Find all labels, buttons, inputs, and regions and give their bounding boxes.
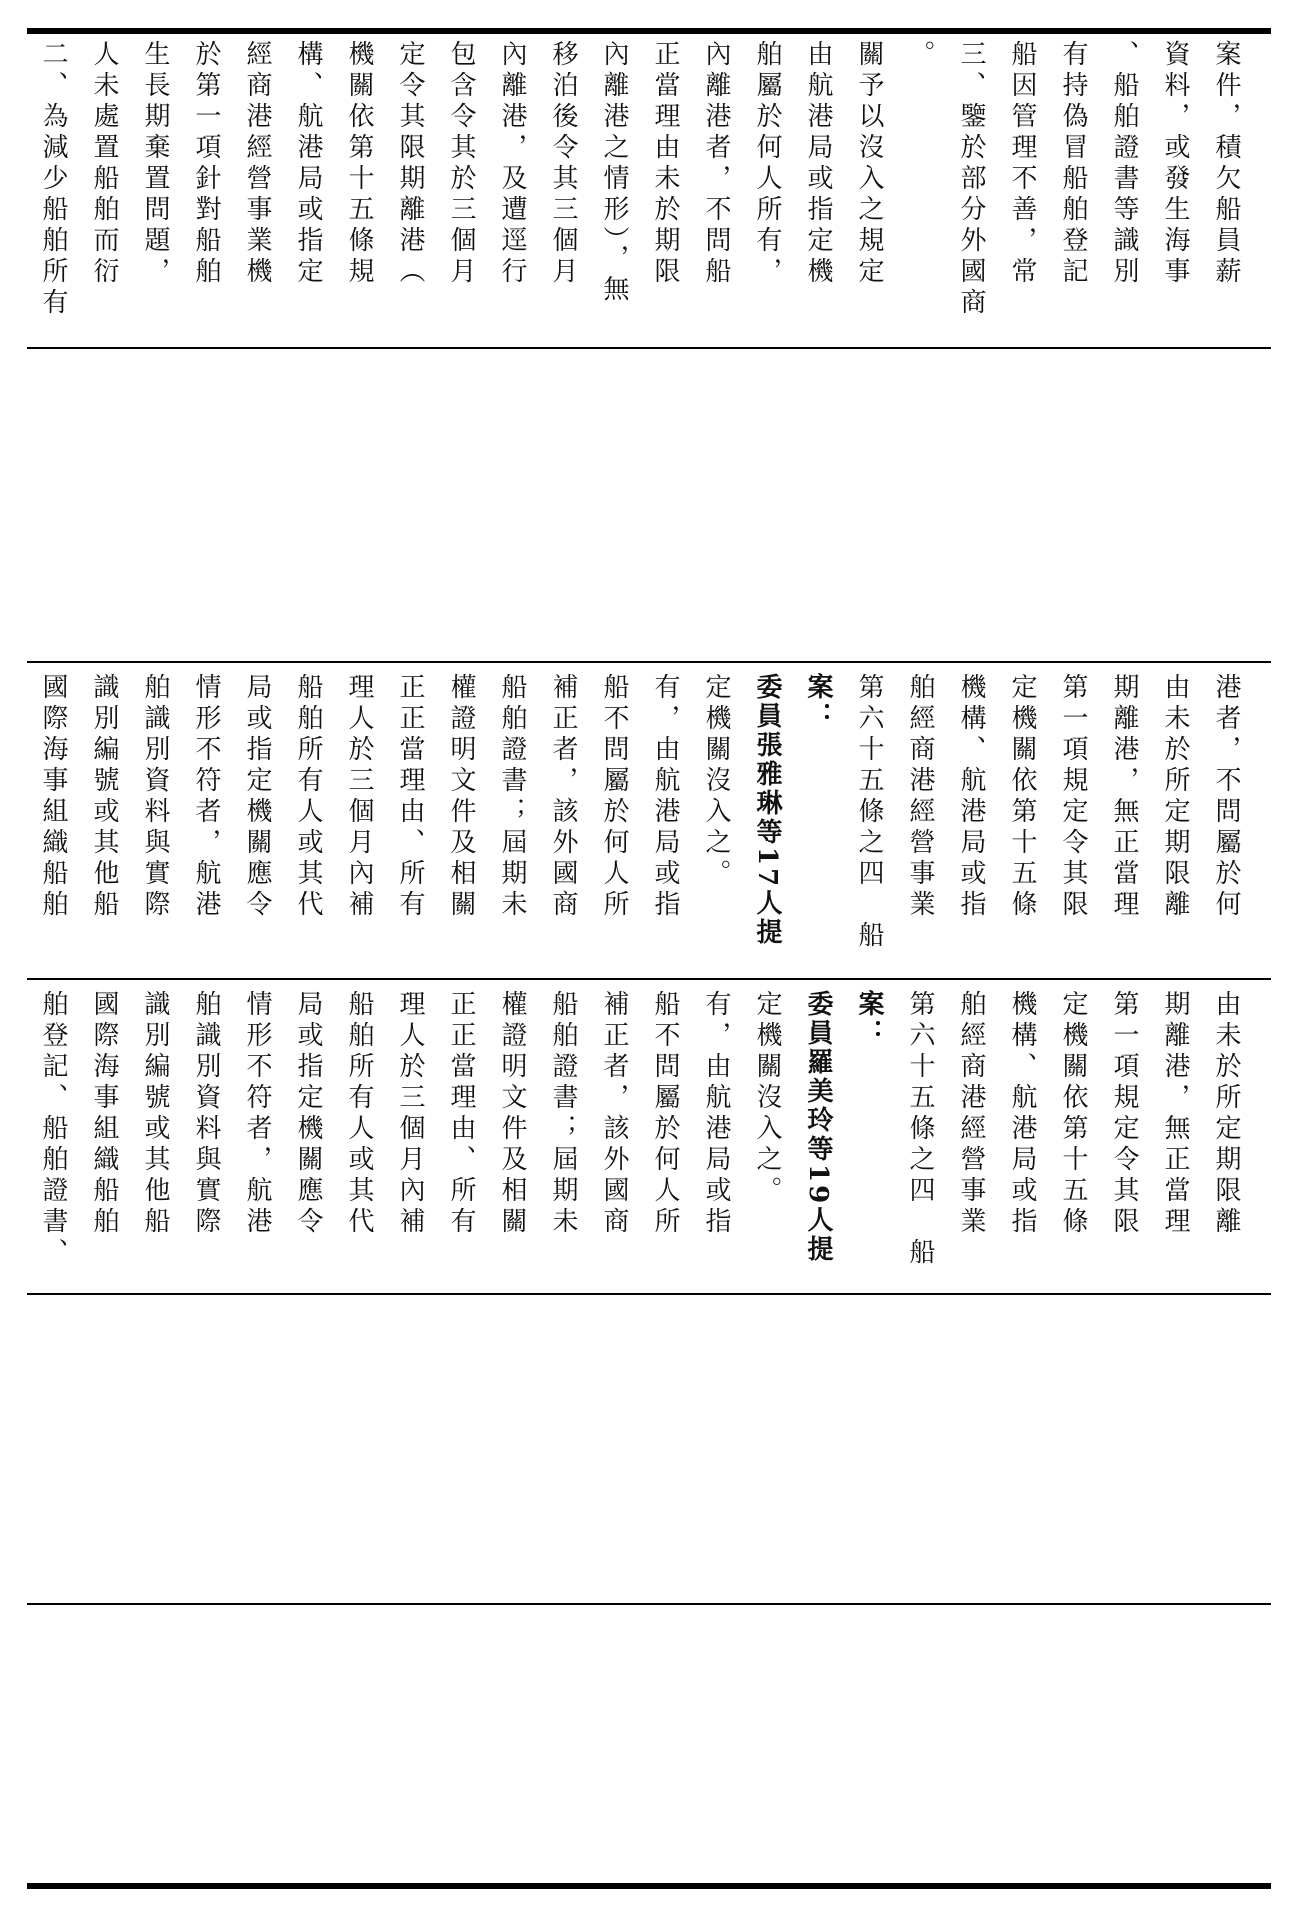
text-column: 定機關沒入之。 [701, 673, 731, 890]
text-column: 、船舶證書等識別 [1109, 40, 1139, 288]
text-column: 定令其限期離港（ [395, 40, 425, 288]
text-column: 國際海事組織船舶 [38, 673, 68, 921]
text-column: 人未處置船舶而衍 [89, 40, 119, 288]
text-column: 港者，不問屬於何 [1211, 673, 1241, 921]
text-column: 案件，積欠船員薪 [1211, 40, 1241, 288]
rule-3 [27, 978, 1271, 980]
empty-cell-bottom [27, 1606, 1271, 1882]
text-column: 委員張雅琳等17人提 [752, 673, 782, 948]
text-column: 權證明文件及相關 [446, 673, 476, 921]
text-column: 舶識別資料與實際 [140, 673, 170, 921]
text-column: 第一項規定令其限 [1058, 673, 1088, 921]
text-column: 移泊後令其三個月 [548, 40, 578, 288]
rule-4 [27, 1293, 1271, 1295]
text-column: 關予以沒入之規定 [854, 40, 884, 288]
text-column: 機構、航港局或指 [956, 673, 986, 921]
text-column: 案： [803, 673, 833, 731]
text-column: 機關依第十五條規 [344, 40, 374, 288]
text-column: 正正當理由、所有 [446, 990, 476, 1238]
empty-cell-upper [27, 350, 1271, 660]
text-column: 舶屬於何人所有， [752, 40, 782, 288]
text-column: 期離港，無正當理 [1109, 673, 1139, 921]
text-column: 正當理由未於期限 [650, 40, 680, 288]
text-column: 理人於三個月內補 [395, 990, 425, 1238]
text-column: 情形不符者，航港 [242, 990, 272, 1238]
text-column: 船不問屬於何人所 [650, 990, 680, 1238]
text-column: 二、為減少船舶所有 [38, 40, 68, 319]
text-column: 識別編號或其他船 [140, 990, 170, 1238]
text-column: 三、鑒於部分外國商 [956, 40, 986, 319]
text-column: 船舶所有人或其代 [293, 673, 323, 921]
text-column: 包含令其於三個月 [446, 40, 476, 288]
text-column: 第六十五條之四 船 [854, 673, 884, 952]
text-column: 舶登記、船舶證書、 [38, 990, 68, 1269]
text-column: 。 [905, 40, 935, 71]
text-column: 補正者，該外國商 [599, 990, 629, 1238]
text-column: 定機關依第十五條 [1058, 990, 1088, 1238]
text-column: 生長期棄置問題， [140, 40, 170, 288]
text-column: 定機關依第十五條 [1007, 673, 1037, 921]
text-column: 正正當理由、所有 [395, 673, 425, 921]
text-column: 案： [854, 990, 884, 1048]
text-column: 第一項規定令其限 [1109, 990, 1139, 1238]
text-column: 由未於所定期限離 [1160, 673, 1190, 921]
bottom-rule [27, 1883, 1271, 1889]
text-column: 委員羅美玲等19人提 [803, 990, 833, 1265]
text-column: 資料，或發生海事 [1160, 40, 1190, 288]
text-column: 機構、航港局或指 [1007, 990, 1037, 1238]
text-column: 局或指定機關應令 [293, 990, 323, 1238]
text-column: 由航港局或指定機 [803, 40, 833, 288]
text-band-top [27, 40, 1271, 340]
text-band-lower [27, 990, 1271, 1288]
text-band-middle [27, 673, 1271, 973]
text-column: 期離港，無正當理 [1160, 990, 1190, 1238]
text-column: 船舶證書；屆期未 [548, 990, 578, 1238]
text-column: 識別編號或其他船 [89, 673, 119, 921]
text-column: 補正者，該外國商 [548, 673, 578, 921]
text-column: 船因管理不善，常 [1007, 40, 1037, 288]
text-column: 內離港，及遭逕行 [497, 40, 527, 288]
text-column: 國際海事組織船舶 [89, 990, 119, 1238]
text-column: 定機關沒入之。 [752, 990, 782, 1207]
text-column: 舶識別資料與實際 [191, 990, 221, 1238]
text-column: 內離港者，不問船 [701, 40, 731, 288]
text-column: 第六十五條之四 船 [905, 990, 935, 1269]
text-column: 局或指定機關應令 [242, 673, 272, 921]
text-column: 舶經商港經營事業 [956, 990, 986, 1238]
rule-5 [27, 1603, 1271, 1605]
text-column: 於第一項針對船舶 [191, 40, 221, 288]
text-column: 有，由航港局或指 [650, 673, 680, 921]
text-column: 經商港經營事業機 [242, 40, 272, 288]
text-column: 船不問屬於何人所 [599, 673, 629, 921]
text-column: 構、航港局或指定 [293, 40, 323, 288]
text-column: 權證明文件及相關 [497, 990, 527, 1238]
text-column: 情形不符者，航港 [191, 673, 221, 921]
top-rule [27, 28, 1271, 34]
text-column: 內離港之情形），無 [599, 40, 629, 306]
text-column: 船舶所有人或其代 [344, 990, 374, 1238]
text-column: 由未於所定期限離 [1211, 990, 1241, 1238]
text-column: 理人於三個月內補 [344, 673, 374, 921]
rule-2 [27, 661, 1271, 663]
text-column: 舶經商港經營事業 [905, 673, 935, 921]
text-column: 船舶證書；屆期未 [497, 673, 527, 921]
text-column: 有，由航港局或指 [701, 990, 731, 1238]
empty-cell-lower [27, 1296, 1271, 1602]
rule-1 [27, 347, 1271, 349]
text-column: 有持偽冒船舶登記 [1058, 40, 1088, 288]
